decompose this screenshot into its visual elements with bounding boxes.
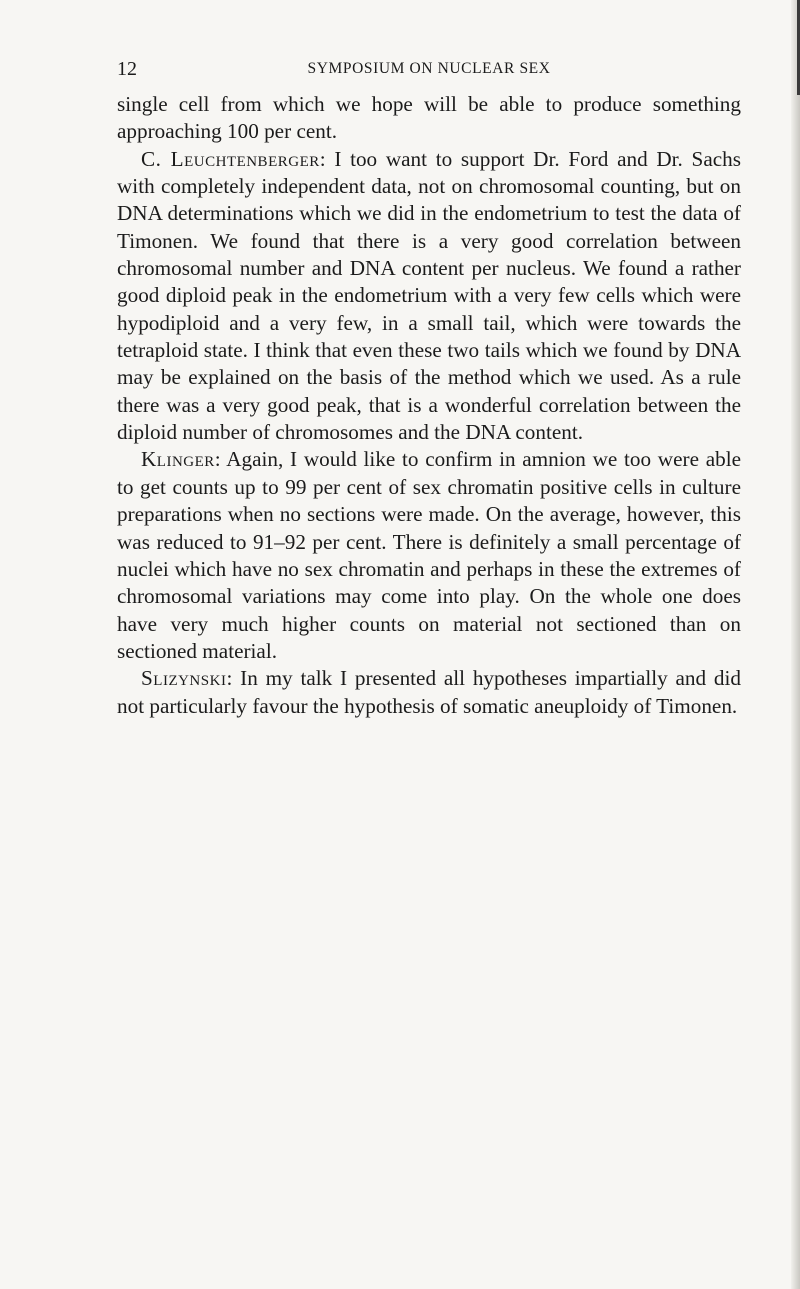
running-head xyxy=(117,58,741,82)
paragraph-text: : Again, I would like to confirm in amnion we too were able to get counts up to 99 per cent of sex chromatin positive cells in culture preparations when no sections were made. On the average, however, this was reduced to 91–92 per cent. There is definitely a small percentage of nuclei which have no sex chromatin and perhaps in these the extremes of chromosomal variations may come into play. On the whole one does have very much higher counts on material not sectioned than on sectioned material. xyxy=(117,447,741,663)
speaker-name: Slizynski xyxy=(141,666,227,691)
paragraph-slizynski xyxy=(117,665,741,720)
body-text xyxy=(117,91,741,720)
speaker-name: C. Leuchtenberger xyxy=(141,146,320,171)
running-title: SYMPOSIUM ON NUCLEAR SEX xyxy=(307,60,551,77)
paragraph-klinger xyxy=(117,446,741,665)
paragraph-text: : I too want to support Dr. Ford and Dr. Sachs with completely independent data, not on chromosomal counting, but on DNA determinations which we did in the endometrium to test the data of Timonen. We found that there is a very good correlation between chromosomal number and DNA content per nucleus. We found a rather good diploid peak in the endometrium with a very few cells which were hypodiploid and a very few, in a small tail, which were towards the tetraploid state. I think that even these two tails which we found by DNA may be explained on the basis of the method which we used. As a rule there was a very good peak, that is a wonderful correlation between the diploid number of chromosomes and the DNA content. xyxy=(117,146,741,445)
page-edge xyxy=(791,0,800,1289)
page-number: 12 xyxy=(117,58,137,80)
paragraph-continuation xyxy=(117,91,741,146)
speaker-name: Klinger xyxy=(141,447,215,472)
paragraph-leuchtenberger xyxy=(117,146,741,447)
paragraph-text: single cell from which we hope will be able to produce something approaching 100 per cent. xyxy=(117,92,741,144)
paragraph-text: : In my talk I presented all hypotheses impartially and did not particularly favour the hypothesis of somatic aneuploidy of Timonen. xyxy=(117,666,741,718)
